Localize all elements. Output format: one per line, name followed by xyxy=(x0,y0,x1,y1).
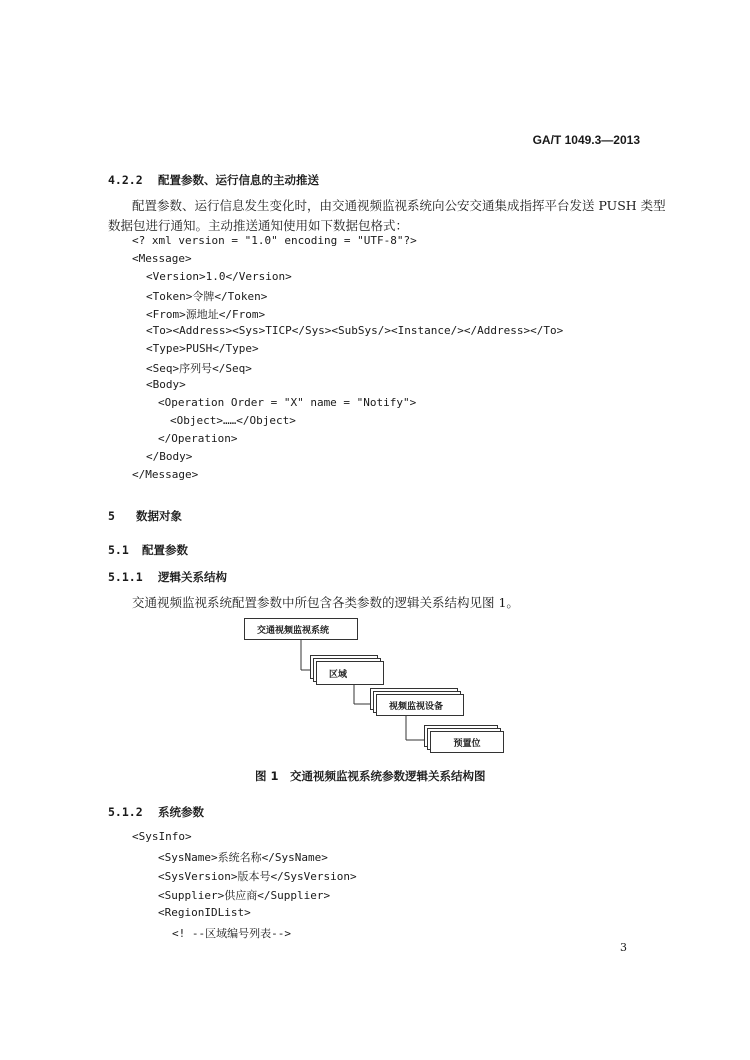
code-line: </Message> xyxy=(132,468,199,481)
figure-1-caption: 图 1 交通视频监视系统参数逻辑关系结构图 xyxy=(255,769,486,783)
code-line: <From>源地址</From> xyxy=(146,308,266,321)
section-title: 配置参数 xyxy=(142,543,188,557)
code-line: <RegionIDList> xyxy=(158,906,251,919)
code-line: <Message> xyxy=(132,252,192,265)
section-number: 5.1.1 xyxy=(108,570,143,584)
code-line: <Seq>序列号</Seq> xyxy=(146,362,252,375)
code-line: <Supplier>供应商</Supplier> xyxy=(158,889,331,902)
page-number: 3 xyxy=(620,941,627,954)
section-title: 配置参数、运行信息的主动推送 xyxy=(158,173,319,187)
paragraph-line: 数据包进行通知。主动推送通知使用如下数据包格式： xyxy=(108,218,409,233)
code-line: </Operation> xyxy=(158,432,238,445)
code-line: <Type>PUSH</Type> xyxy=(146,342,259,355)
code-line: <Token>令牌</Token> xyxy=(146,290,268,303)
paragraph-line: 配置参数、运行信息发生变化时，由交通视频监视系统向公安交通集成指挥平台发送 PUSH 类型 xyxy=(132,198,666,213)
code-line: <Body> xyxy=(146,378,186,391)
section-5-1-2-heading xyxy=(108,804,204,820)
section-number: 4.2.2 xyxy=(108,173,143,187)
section-number: 5.1.2 xyxy=(108,805,143,819)
section-title: 逻辑关系结构 xyxy=(158,570,227,584)
code-line: <! --区域编号列表--> xyxy=(172,927,291,940)
node-region: 区域 xyxy=(316,661,384,685)
node-traffic-video-system: 交通视频监视系统 xyxy=(244,618,358,640)
code-line: <Operation Order = "X" name = "Notify"> xyxy=(158,396,417,409)
standard-id: GA/T 1049.3—2013 xyxy=(532,133,640,147)
node-video-monitor-device: 视频监视设备 xyxy=(376,694,464,716)
code-line: <SysInfo> xyxy=(132,830,192,843)
section-number: 5.1 xyxy=(108,543,129,557)
section-title: 数据对象 xyxy=(136,509,182,523)
code-line: <Version>1.0</Version> xyxy=(146,270,292,283)
paragraph-line: 交通视频监视系统配置参数中所包含各类参数的逻辑关系结构见图 1。 xyxy=(132,595,519,610)
code-line: <Object>……</Object> xyxy=(170,414,296,427)
code-line: <SysVersion>版本号</SysVersion> xyxy=(158,870,357,883)
node-preset-position: 预置位 xyxy=(430,731,504,753)
code-line: <SysName>系统名称</SysName> xyxy=(158,851,328,864)
code-line: <? xml version = "1.0" encoding = "UTF-8"?> xyxy=(132,234,417,247)
section-title: 系统参数 xyxy=(158,805,204,819)
section-number: 5 xyxy=(108,509,115,523)
code-line: </Body> xyxy=(146,450,193,463)
code-line: <To><Address><Sys>TICP</Sys><SubSys/><Instance/></Address></To> xyxy=(146,324,564,337)
